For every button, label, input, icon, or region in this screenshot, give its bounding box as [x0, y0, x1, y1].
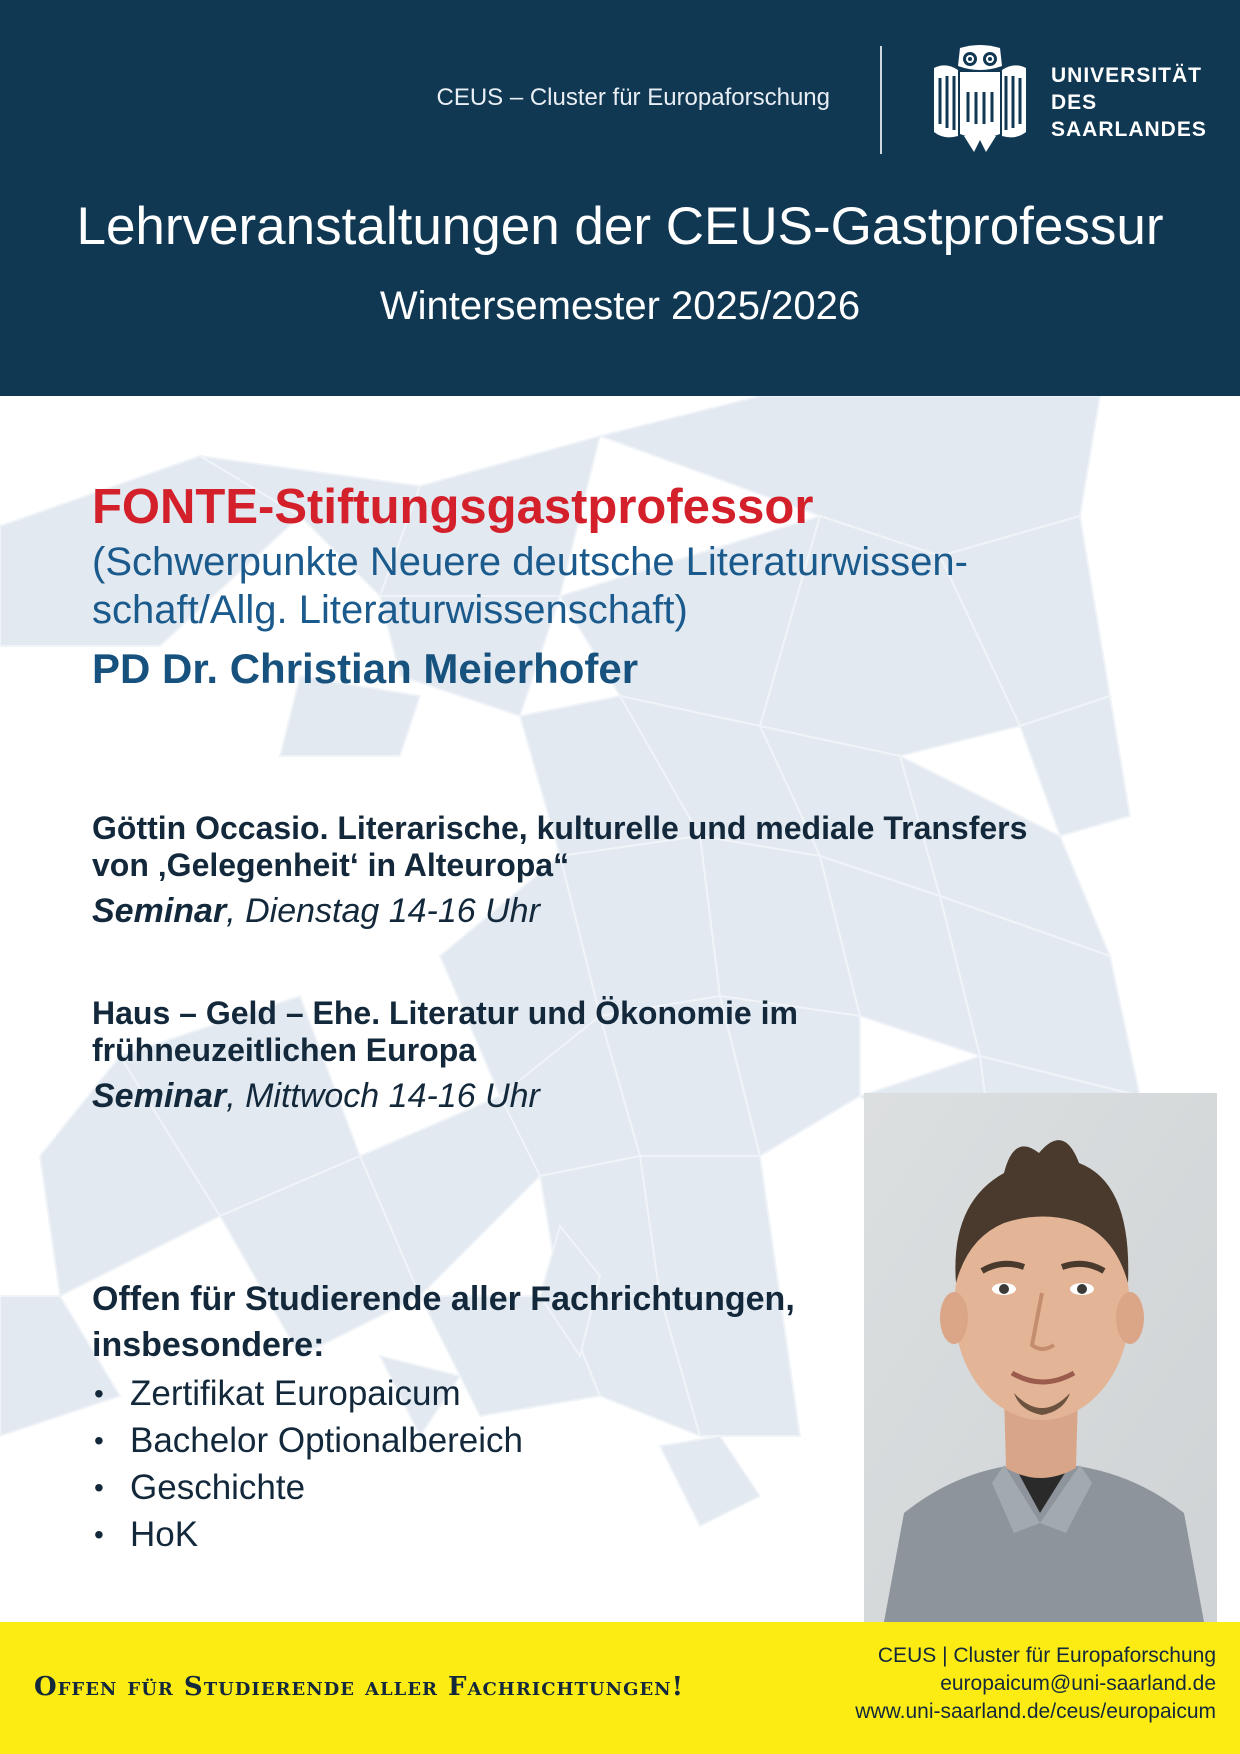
- course-title: Göttin Occasio. Literarische, kulturelle und mediale Transfers von ‚Gelegenheit‘ in Alteuropa“: [92, 810, 1028, 883]
- contact-website-link[interactable]: www.uni-saarland.de/ceus/europaicum: [855, 1700, 1216, 1723]
- university-name: [1051, 62, 1207, 143]
- course-kind: Seminar: [92, 1077, 227, 1115]
- course-kind: Seminar: [92, 892, 227, 930]
- contact-organization: CEUS | Cluster für Europaforschung: [877, 1644, 1216, 1667]
- header-banner: [0, 0, 1240, 396]
- cluster-name: CEUS – Cluster für Europaforschung: [436, 84, 830, 111]
- professor-name: PD Dr. Christian Meierhofer: [92, 645, 639, 692]
- footer-bar: [0, 1622, 1240, 1754]
- university-name-line: SAARLANDES: [1051, 118, 1207, 141]
- audience-intro: Offen für Studierende aller Fachrichtungen, insbesondere:: [92, 1280, 795, 1364]
- page-subtitle: Wintersemester 2025/2026: [379, 284, 861, 328]
- research-focus: (Schwerpunkte Neuere deutsche Literaturwissen-schaft/Allg. Literaturwissenschaft): [92, 540, 968, 632]
- audience-list-item: • HoK: [92, 1511, 852, 1558]
- course-time: , Mittwoch 14-16 Uhr: [226, 1077, 540, 1115]
- course-title: Haus – Geld – Ehe. Literatur und Ökonomie im frühneuzeitlichen Europa: [92, 995, 798, 1068]
- university-owl-logo-icon: [930, 44, 1030, 156]
- portrait-illustration: [864, 1093, 1217, 1622]
- university-name-line: UNIVERSITÄT: [1051, 64, 1203, 87]
- footer-slogan: Offen für Studierende aller Fachrichtungen!: [34, 1672, 685, 1702]
- professorship-block: [92, 478, 1092, 694]
- audience-block: [92, 1276, 852, 1558]
- professor-portrait-photo: [864, 1093, 1217, 1622]
- course-schedule: [92, 892, 1052, 931]
- university-name-line: DES: [1051, 91, 1098, 114]
- course-item: [92, 810, 1052, 931]
- audience-list: [92, 1370, 852, 1558]
- course-time: , Dienstag 14-16 Uhr: [226, 892, 540, 930]
- audience-list-item: • Bachelor Optionalbereich: [92, 1417, 852, 1464]
- audience-list-item: • Zertifikat Europaicum: [92, 1370, 852, 1417]
- audience-list-item: • Geschichte: [92, 1464, 852, 1511]
- contact-email-link[interactable]: europaicum@uni-saarland.de: [940, 1672, 1216, 1695]
- footer-contact: [855, 1642, 1216, 1726]
- page-title: Lehrveranstaltungen der CEUS-Gastprofessur: [76, 197, 1164, 256]
- header-divider: [880, 46, 882, 154]
- role-title: FONTE-Stiftungsgastprofessor: [92, 480, 814, 534]
